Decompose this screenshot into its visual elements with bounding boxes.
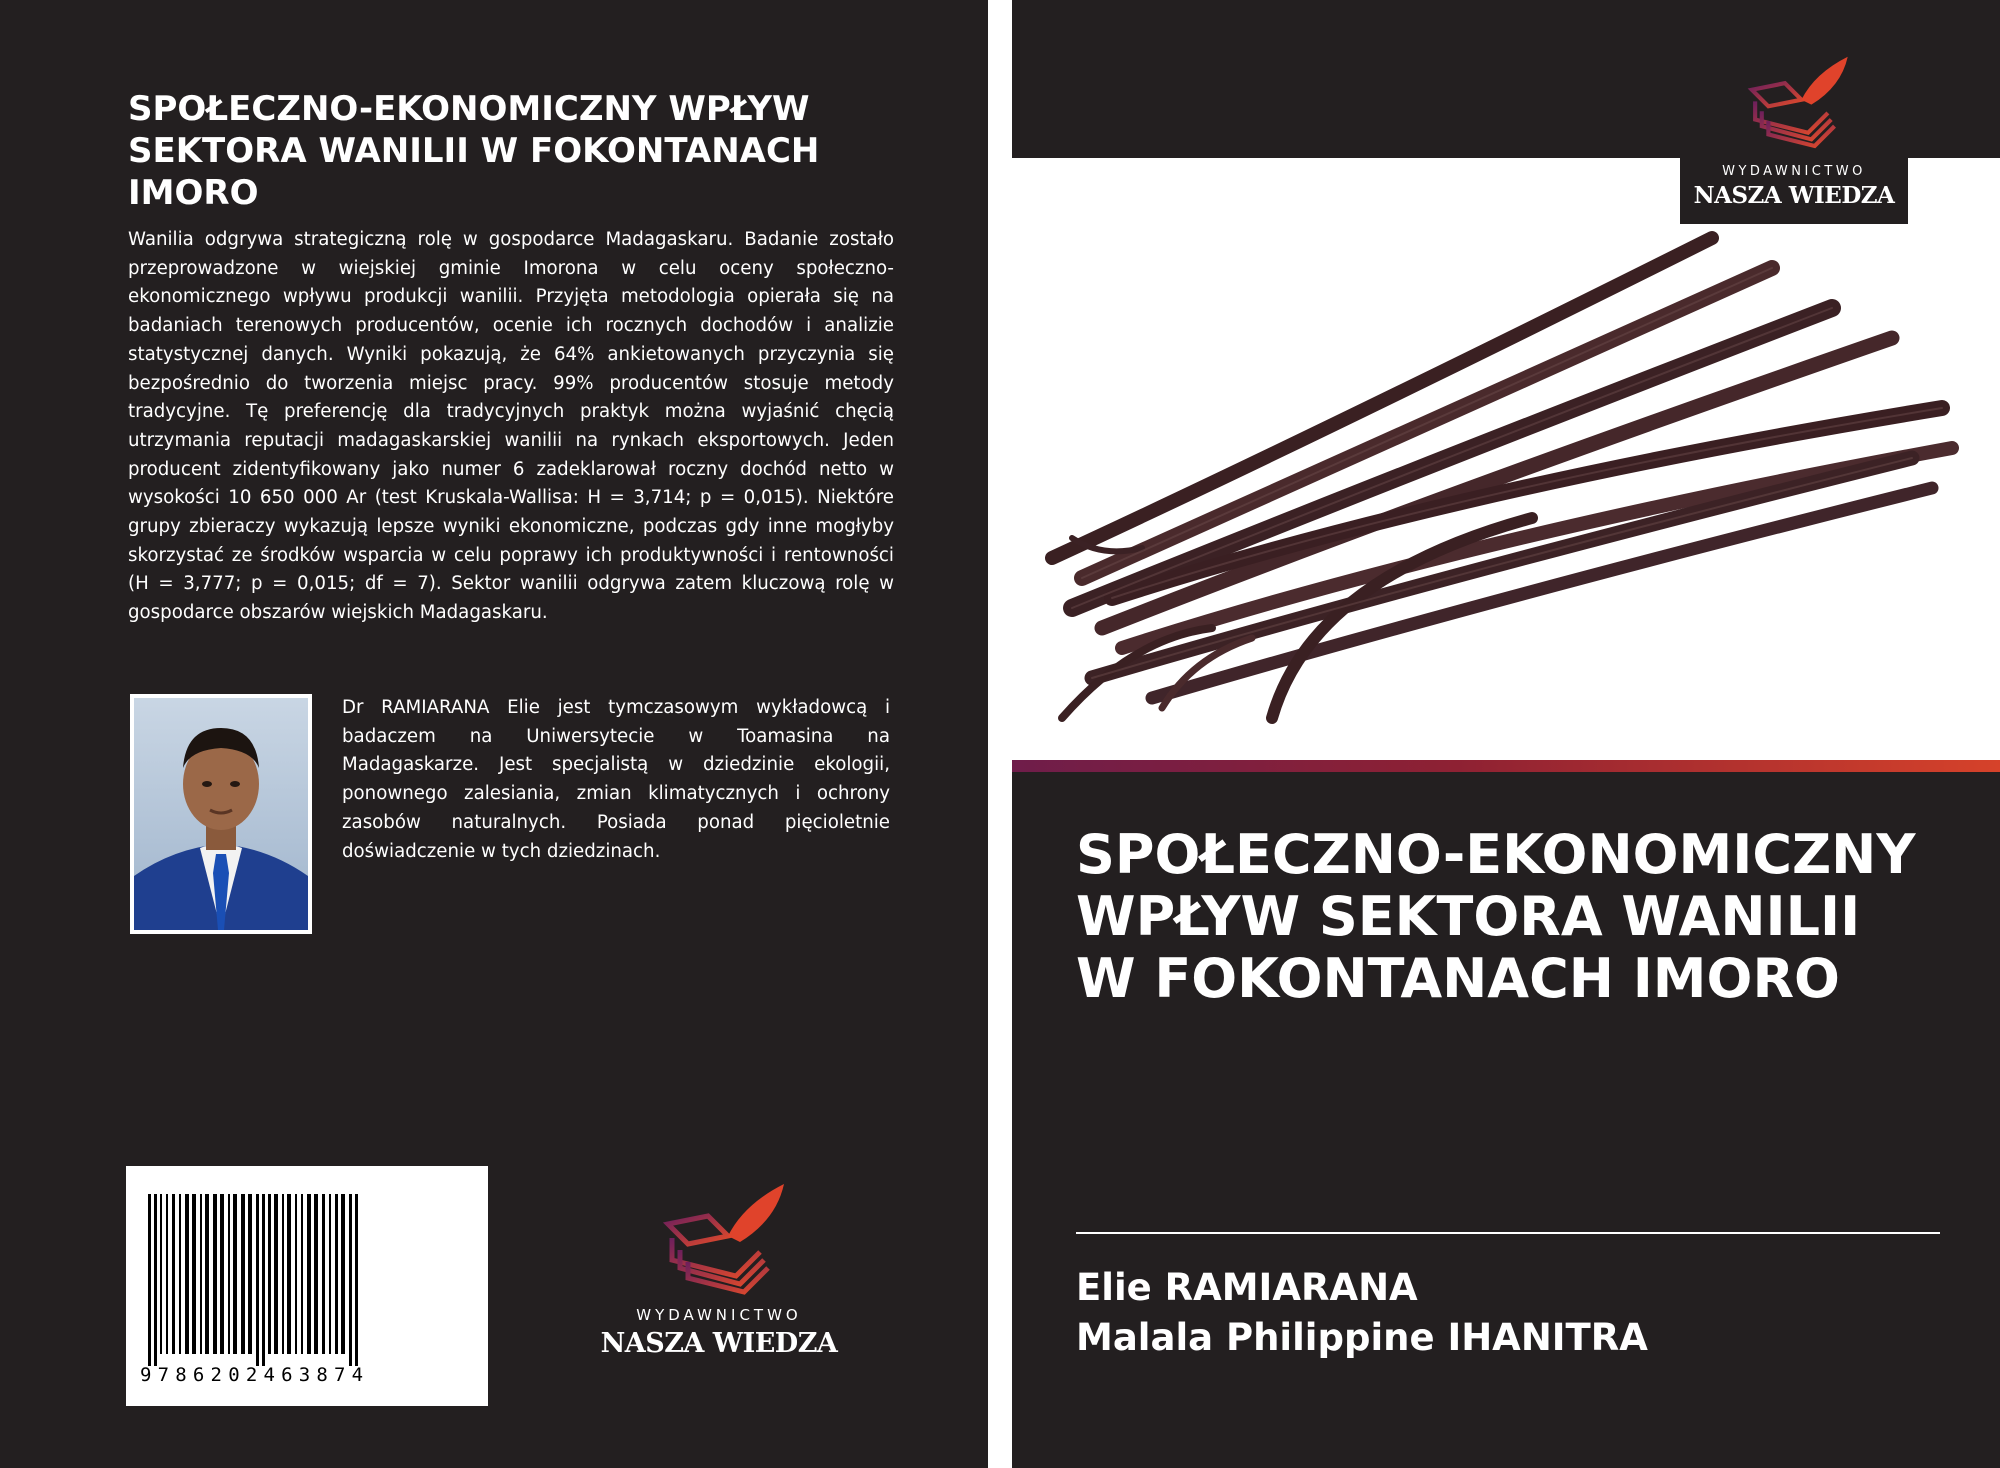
publisher-small-text: WYDAWNICTWO [636,1306,802,1324]
barcode-bar [301,1194,303,1354]
author-portrait-image [134,698,308,930]
barcode-bar [322,1194,325,1354]
author-name-1: Elie RAMIARANA [1076,1266,1418,1309]
author-photo [130,694,312,934]
barcode-bar [213,1194,217,1354]
barcode-bar [172,1194,175,1354]
author-bio: Dr RAMIARANA Elie jest tymczasowym wykładowcą i badaczem na Uniwersytecie w Toamasina na Madagaskarze. Jest specjalistą w dziedzinie ekologii, ponownego zalesiania, zmian klimatycznych i ochrony zasobów naturalnych. Posiada ponad pięcioletnie doświadczenie w tych dziedzinach. [342,697,890,862]
publisher-small-text: WYDAWNICTWO [1722,164,1866,179]
isbn-digits: 9786202463874 [140,1364,370,1386]
barcode-bar [335,1194,338,1354]
publisher-book-quill-icon [644,1180,794,1300]
spine-gap [988,0,1012,1468]
barcode-bar [233,1194,237,1354]
accent-gradient-strip [1012,760,2000,772]
publisher-book-quill-icon [1732,48,1856,158]
barcode-bar [274,1194,278,1354]
barcode-bars [146,1194,468,1366]
isbn-barcode [126,1166,488,1406]
front-cover-title: SPOŁECZNO-EKONOMICZNY WPŁYW SEKTORA WANILII W FOKONTANACH IMORO [1076,823,1916,1010]
barcode-bar [185,1194,189,1354]
barcode-bar [329,1194,331,1354]
barcode-bar [228,1194,230,1354]
publisher-name: NASZA WIEDZA [600,1328,838,1359]
title-divider [1076,1232,1940,1234]
barcode-bar [220,1194,224,1354]
barcode-bar [200,1194,202,1354]
barcode-bar [256,1194,259,1366]
barcode-bar [241,1194,245,1354]
barcode-bar [268,1194,271,1354]
vanilla-beans-image [1012,158,2000,760]
barcode-bar [166,1194,168,1354]
publisher-logo-back [590,1180,848,1370]
author-name-2: Malala Philippine IHANITRA [1076,1316,1648,1359]
barcode-bar [307,1194,311,1354]
barcode-bar [148,1194,151,1366]
barcode-bar [349,1194,352,1366]
barcode-bar [355,1194,358,1366]
barcode-bar [262,1194,265,1366]
barcode-bar [295,1194,297,1354]
barcode-bar [287,1194,291,1354]
back-cover [0,0,988,1468]
barcode-bar [192,1194,196,1354]
barcode-bar [282,1194,284,1354]
barcode-bar [160,1194,162,1354]
barcode-bar [314,1194,318,1354]
publisher-logo-front [1680,0,1908,224]
back-cover-title: SPOŁECZNO-EKONOMICZNY WPŁYW SEKTORA WANILII W FOKONTANACH IMORO [128,89,820,213]
vanilla-beans-photo [1012,158,2000,760]
barcode-bar [205,1194,209,1354]
front-cover [1012,0,2000,1468]
front-title-panel [1012,760,2000,1468]
barcode-bar [154,1194,157,1366]
publisher-name: NASZA WIEDZA [1693,182,1895,209]
barcode-bar [179,1194,181,1354]
barcode-bar [341,1194,345,1354]
back-cover-abstract: Wanilia odgrywa strategiczną rolę w gospodarce Madagaskaru. Badanie zostało przeprowadzone w wiejskiej gminie Imorona w celu oceny społeczno-ekonomicznego wpływu produkcji wanilii. Przyjęta metodologia opierała się na badaniach terenowych producentów, ocenie ich rocznych dochodów i analizie statystycznej danych. Wyniki pokazują, że 64% ankietowanych przyczynia się bezpośrednio do tworzenia miejsc pracy. 99% producentów stosuje metody tradycyjne. Tę preferencję dla tradycyjnych praktyk można wyjaśnić chęcią utrzymania reputacji madagaskarskiej wanilii na rynkach eksportowych. Jeden producent zidentyfikowany jako numer 6 zadeklarował roczny dochód netto w wysokości 10 650 000 Ar (test Kruskala-Wallisa: H = 3,714; p = 0,015). Niektóre grupy zbieraczy wykazują lepsze wyniki ekonomiczne, podczas gdy inne mogłyby skorzystać ze środków wsparcia w celu poprawy ich produktywności i rentowności (H = 3,777; p = 0,015; df = 7). Sektor wanilii odgrywa zatem kluczową rolę w gospodarce obszarów wiejskich Madagaskaru. [128,229,894,624]
barcode-bar [248,1194,252,1354]
